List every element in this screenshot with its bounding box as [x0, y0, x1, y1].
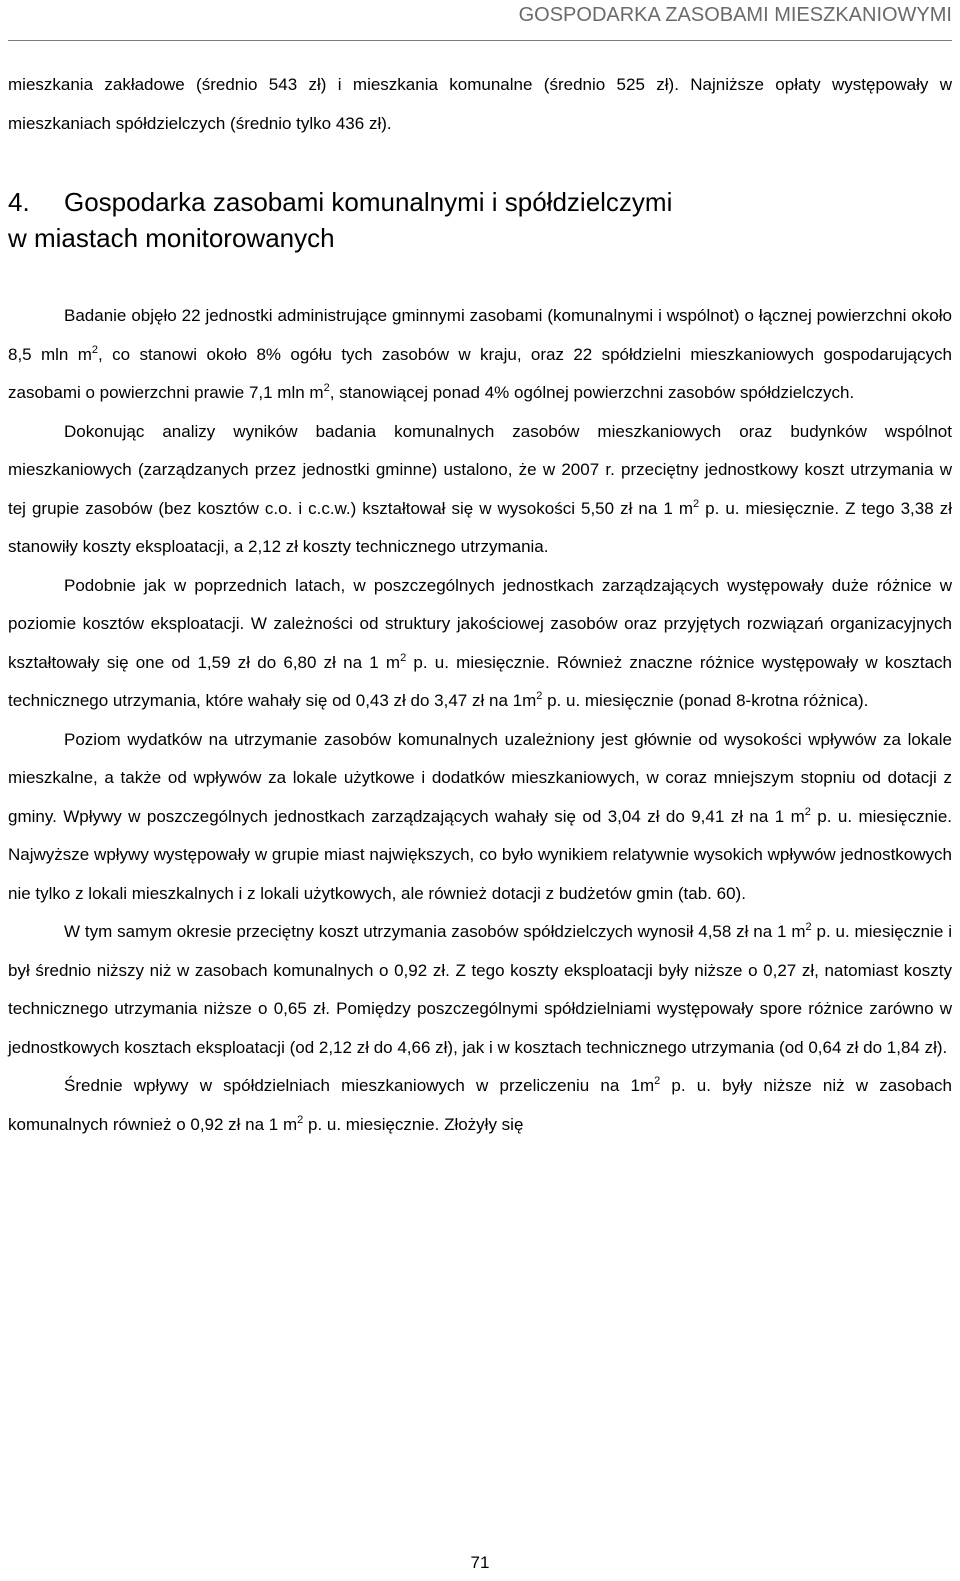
paragraph-5 [8, 913, 952, 1067]
header-rule [8, 40, 952, 41]
intro-text: mieszkania zakładowe (średnio 543 zł) i mieszkania komunalne (średnio 525 zł). Najniższe opłaty występowały w mieszkaniach spółdzielczych (średnio tylko 436 zł). [8, 75, 952, 133]
intro-paragraph [8, 66, 952, 143]
text-run: p. u. miesięcznie. Z tego 3,38 zł stanowiły koszty eksploatacji, a 2,12 zł koszty technicznego utrzymania. [8, 498, 952, 556]
text-run: p. u. miesięcznie (ponad 8-krotna różnica). [542, 691, 869, 710]
section-number: 4. [8, 187, 30, 217]
text-run: , co stanowi około 8% ogółu tych zasobów w kraju, oraz 22 spółdzielni mieszkaniowych gospodarujących zasobami o powierzchni prawie 7,1 mln m [8, 344, 952, 402]
text-run: p. u. były niższe niż w zasobach komunalnych również o 0,92 zł na 1 m [8, 1076, 952, 1134]
superscript: 2 [400, 651, 407, 664]
paragraph-1 [8, 297, 952, 413]
text-run: p. u. miesięcznie i był średnio niższy niż w zasobach komunalnych o 0,92 zł. Z tego koszty eksploatacji były niższe o 0,27 zł, natomiast koszty technicznego utrzymania niższe o 0,65 zł. Pomiędzy poszczególnymi spółdzielniami występowały spore różnice zarówno w jednostkowych kosztach eksploatacji (od 2,12 zł do 4,66 zł), jak i w kosztach technicznego utrzymania (od 0,64 zł do 1,84 zł). [8, 922, 952, 1057]
text-run: Badanie objęło 22 jednostki administrujące gminnymi zasobami (komunalnymi i wspólnot) o łącznej powierzchni około 8,5 mln m [8, 306, 952, 364]
paragraph-4 [8, 721, 952, 914]
text-run: Średnie wpływy w spółdzielniach mieszkaniowych w przeliczeniu na 1m [64, 1076, 655, 1095]
superscript: 2 [91, 343, 99, 356]
superscript: 2 [536, 690, 543, 702]
page-number: 71 [470, 1553, 490, 1572]
paragraph-6 [8, 1067, 952, 1144]
paragraph-2 [8, 413, 952, 567]
body-text [8, 297, 952, 1144]
paragraph-3 [8, 567, 952, 721]
running-header: GOSPODARKA ZASOBAMI MIESZKANIOWYMI [518, 4, 952, 26]
superscript: 2 [323, 382, 330, 394]
superscript: 2 [805, 921, 812, 933]
page-content [8, 66, 952, 1144]
section-title-line2: w miastach monitorowanych [8, 223, 335, 253]
superscript: 2 [692, 497, 700, 510]
text-run: Podobnie jak w poprzednich latach, w poszczególnych jednostkach zarządzających występowały duże różnice w poziomie kosztów eksploatacji. W zależności od struktury jakościowej zasobów oraz przyjętych rozwiązań organizacyjnych kształtowały się one od 1,59 zł do 6,80 zł na 1 m [8, 575, 952, 672]
text-run: Dokonując analizy wyników badania komunalnych zasobów mieszkaniowych oraz budynków wspólnot mieszkaniowych (zarządzanych przez jednostki gminne) ustalono, że w 2007 r. przeciętny jednostkowy koszt utrzymania w tej grupie zasobów (bez kosztów c.o. i c.c.w.) kształtował się w wysokości 5,50 zł na 1 m [8, 421, 952, 518]
superscript: 2 [654, 1075, 661, 1087]
text-run: , stanowiącej ponad 4% ogólnej powierzchni zasobów spółdzielczych. [329, 383, 855, 402]
text-run: W tym samym okresie przeciętny koszt utrzymania zasobów spółdzielczych wynosił 4,58 zł na 1 m [64, 922, 806, 941]
superscript: 2 [804, 805, 811, 818]
section-heading [8, 184, 952, 256]
text-run: p. u. miesięcznie. Również znaczne różnice występowały w kosztach technicznego utrzymania, które wahały się od 0,43 zł do 3,47 zł na 1m [8, 652, 952, 710]
section-title-line1: Gospodarka zasobami komunalnymi i spółdzielczymi [64, 187, 673, 217]
text-run: p. u. miesięcznie. Najwyższe wpływy występowały w grupie miast największych, co było wynikiem relatywnie wysokich wpływów jednostkowych nie tylko z lokali mieszkalnych i z lokali użytkowych, ale również dotacji z budżetów gmin (tab. 60). [8, 806, 953, 903]
text-run: p. u. miesięcznie. Złożyły się [303, 1114, 524, 1134]
superscript: 2 [297, 1113, 304, 1126]
text-run: Poziom wydatków na utrzymanie zasobów komunalnych uzależniony jest głównie od wysokości wpływów za lokale mieszkalne, a także od wpływów za lokale użytkowe i dodatków mieszkaniowych, w coraz mniejszym stopniu od dotacji z gminy. Wpływy w poszczególnych jednostkach zarządzających wahały się od 3,04 zł do 9,41 zł na 1 m [8, 729, 952, 826]
